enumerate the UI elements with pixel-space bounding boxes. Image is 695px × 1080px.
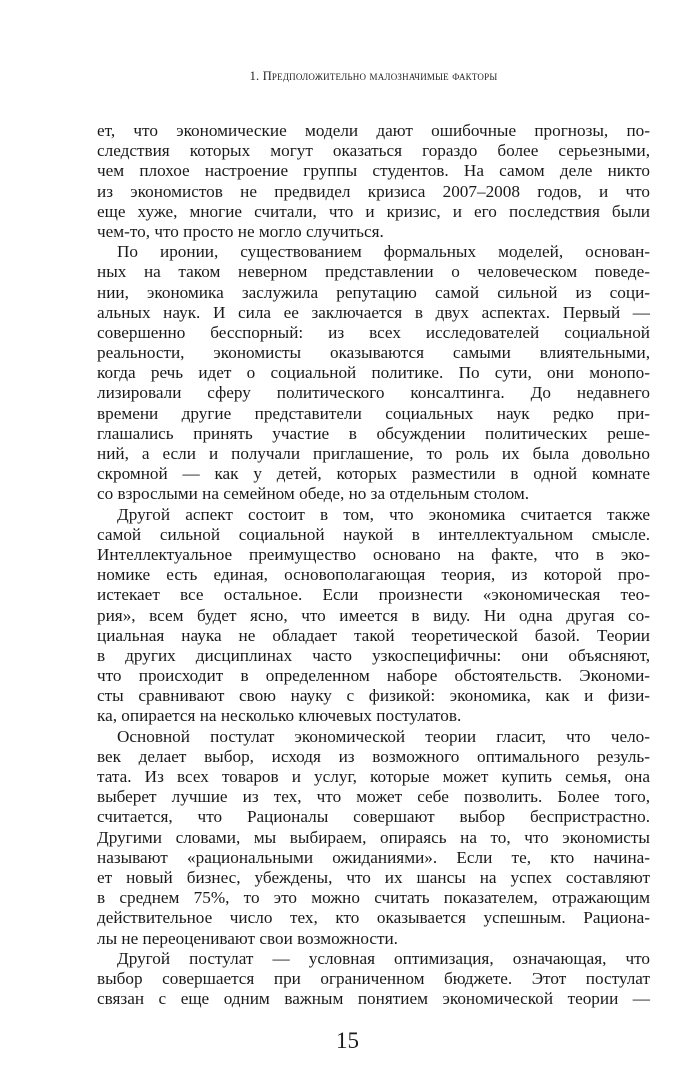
- text-line: Другой аспект состоит в том, что экономика считается также: [117, 504, 650, 524]
- paragraph: [97, 242, 650, 504]
- text-line: что происходит в определенном наборе обстоятельств. Экономи-: [97, 666, 650, 686]
- text-line: ний, а если и получали приглашение, то роль их была довольно: [97, 444, 650, 463]
- text-line: в среднем 75%, то это можно считать показателем, отражающим: [97, 888, 650, 908]
- text-line: выбор совершается при ограниченном бюджете. Этот постулат: [97, 968, 650, 988]
- text-line: ных на таком неверном представлении о человеческом поведе-: [97, 262, 650, 282]
- text-line: со взрослыми на семейном обеде, но за отдельным столом.: [97, 484, 530, 504]
- text-line: действительное число тех, кто оказывается успешным. Рациона-: [97, 908, 650, 928]
- text-line: номике есть единая, основополагающая теория, из которой про-: [97, 565, 650, 585]
- page-number: 15: [336, 1028, 359, 1053]
- text-line: из экономистов не предвидел кризиса 2007–2008 годов, и что: [97, 181, 650, 201]
- paragraph: [97, 505, 650, 727]
- text-line: чем плохое настроение группы студентов. На самом деле никто: [97, 161, 650, 181]
- text-line: Интеллектуальное преимущество основано на факте, что в эко-: [97, 544, 650, 564]
- paragraph: [97, 727, 650, 949]
- text-line: скромной — как у детей, которых разместили в одной комнате: [97, 464, 650, 484]
- text-line: еще хуже, многие считали, что и кризис, и его последствия были: [97, 201, 650, 221]
- running-head: 1. Предположительно малозначимые факторы: [249, 69, 498, 83]
- text-line: следствия которых могут оказаться гораздо более серьезными,: [97, 141, 650, 161]
- text-line: реальности, экономисты оказываются самыми влиятельными,: [97, 343, 650, 363]
- text-line: тата. Из всех товаров и услуг, которые может купить семья, она: [97, 767, 650, 786]
- text-line: самой сильной социальной наукой в интеллектуальном смысле.: [97, 524, 650, 544]
- text-line: чем-то, что просто не могло случиться.: [97, 221, 384, 241]
- text-line: Основной постулат экономической теории гласит, что чело-: [117, 726, 650, 746]
- text-line: ка, опирается на несколько ключевых постулатов.: [97, 706, 462, 726]
- text-line: альных наук. И сила ее заключается в двух аспектах. Первый —: [97, 302, 650, 322]
- text-line: Другими словами, мы выбираем, опираясь на то, что экономисты: [97, 827, 650, 847]
- text-line: называют «рациональными ожиданиями». Если те, кто начина-: [97, 847, 650, 867]
- text-line: лы не переоценивают свои возможности.: [97, 928, 398, 948]
- text-line: выберет лучшие из тех, что может себе позволить. Более того,: [97, 787, 650, 807]
- text-line: По иронии, существованием формальных моделей, основан-: [117, 242, 650, 262]
- paragraph: [97, 949, 650, 1010]
- text-line: нии, экономика заслужила репутацию самой сильной из соци-: [97, 282, 650, 302]
- text-line: ет, что экономические модели дают ошибочные прогнозы, по-: [97, 121, 650, 140]
- text-line: циальная наука не обладает такой теоретической базой. Теории: [97, 625, 650, 645]
- text-line: ет новый бизнес, убеждены, что их шансы на успех составляют: [97, 867, 650, 887]
- text-line: Другой постулат — условная оптимизация, означающая, что: [117, 948, 650, 968]
- text-line: истекает все остальное. Если произнести «экономическая тео-: [97, 585, 650, 605]
- text-line: глашались принять участие в обсуждении политических реше-: [97, 423, 650, 443]
- text-line: в других дисциплинах часто узкоспецифичны: они объясняют,: [97, 645, 650, 665]
- body-text: [97, 121, 650, 1009]
- paragraph: [97, 121, 650, 242]
- text-line: век делает выбор, исходя из возможного оптимального резуль-: [97, 746, 650, 766]
- text-line: совершенно бесспорный: из всех исследователей социальной: [97, 322, 650, 342]
- text-line: рия», всем будет ясно, что имеется в виду. Ни одна другая со-: [97, 605, 650, 625]
- text-line: сты сравнивают свою науку с физикой: экономика, как и физи-: [97, 686, 650, 706]
- text-line: времени другие представители социальных наук редко при-: [97, 403, 650, 423]
- text-line: связан с еще одним важным понятием экономической теории —: [97, 989, 650, 1009]
- text-line: считается, что Рационалы совершают выбор беспристрастно.: [97, 807, 650, 827]
- text-line: лизировали сферу политического консалтинга. До недавнего: [97, 383, 650, 403]
- text-line: когда речь идет о социальной политике. По сути, они монопо-: [97, 363, 650, 383]
